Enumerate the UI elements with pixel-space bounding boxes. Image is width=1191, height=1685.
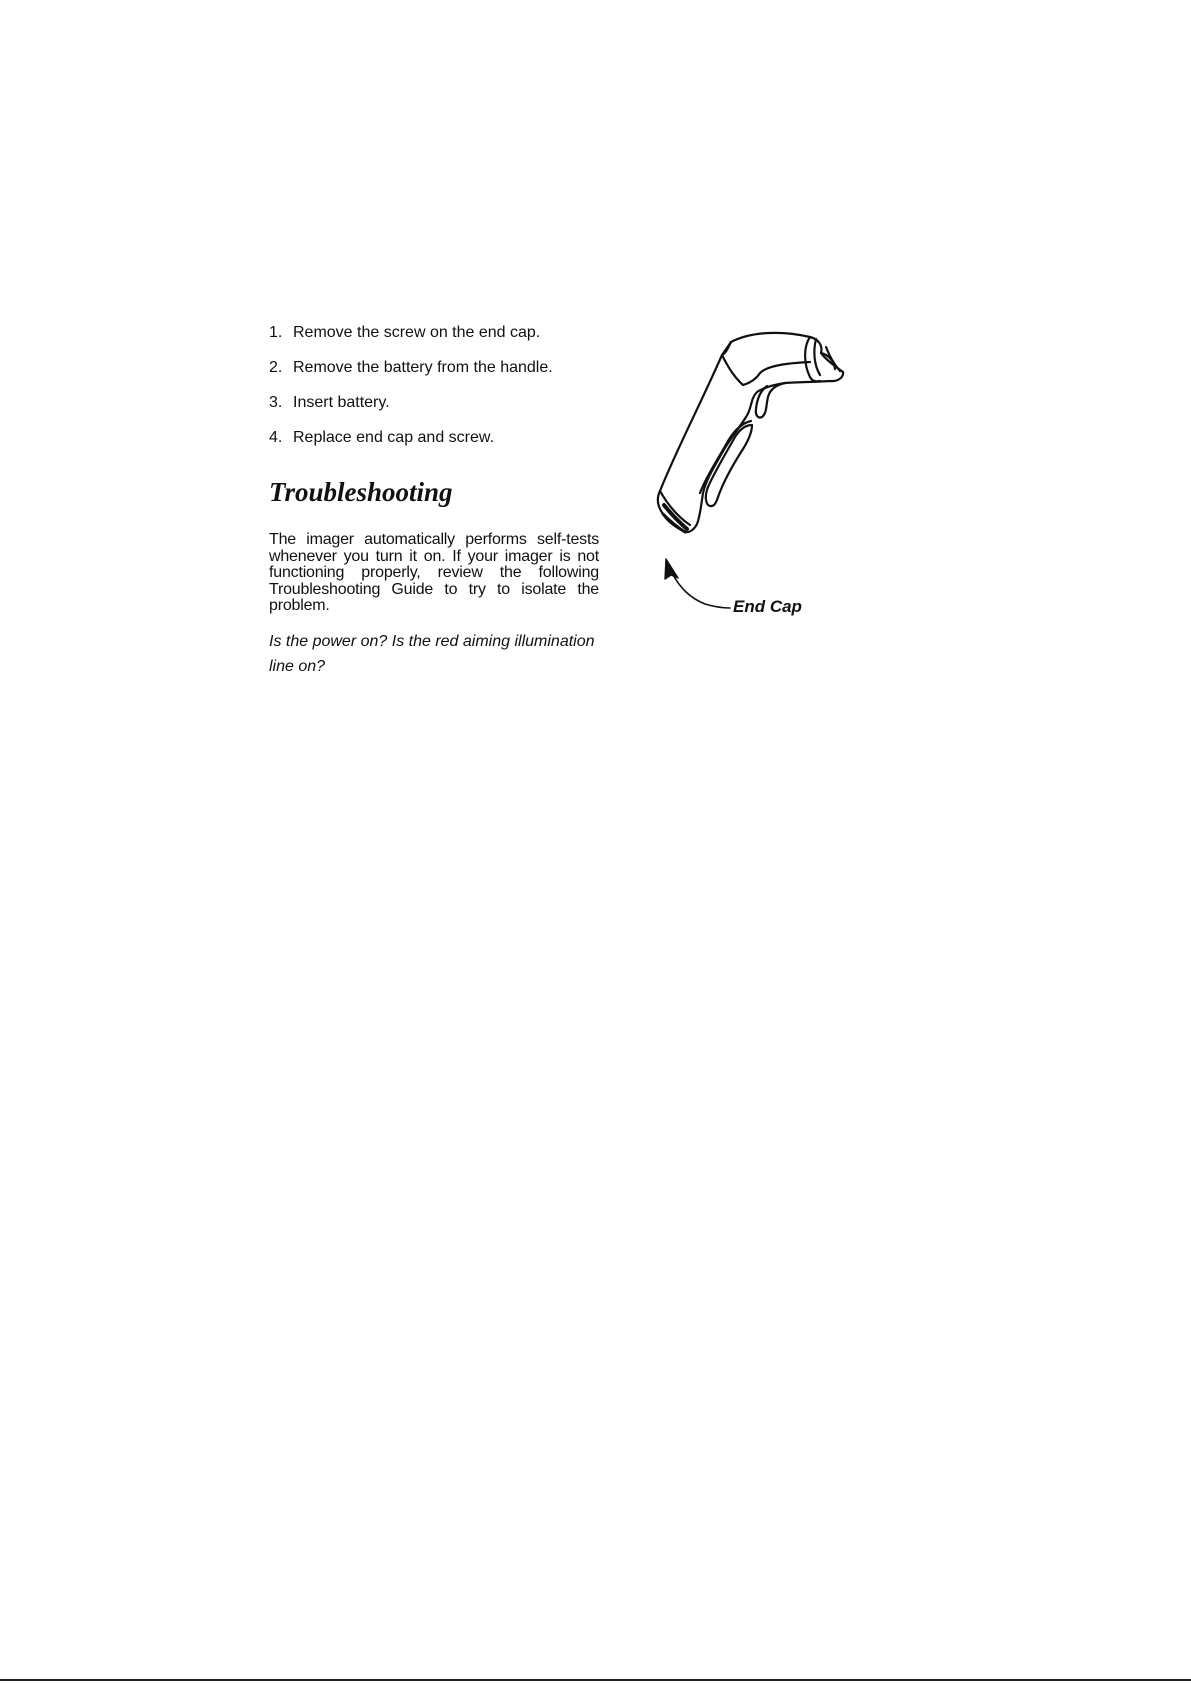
- battery-steps-list: [269, 323, 609, 463]
- imager-figure: [630, 325, 900, 635]
- imager-window-band: [805, 337, 820, 381]
- end-cap-callout-label: End Cap: [733, 597, 802, 616]
- troubleshooting-heading: Troubleshooting: [269, 477, 453, 507]
- step-text: Remove the screw on the end cap.: [293, 324, 541, 341]
- callout-arrow-line: [672, 573, 730, 608]
- step-item: [269, 428, 609, 447]
- troubleshooting-question: Is the power on? Is the red aiming illumination line on?: [269, 633, 595, 675]
- step-text: Insert battery.: [293, 394, 390, 411]
- step-number: 2.: [269, 359, 283, 376]
- step-text: Remove the battery from the handle.: [293, 359, 553, 376]
- callout-arrow-head: [665, 559, 678, 579]
- troubleshooting-intro: The imager automatically performs self-tests whenever you turn it on. If your imager is not functioning properly, review the following Troubleshooting Guide to try to isolate the problem.: [269, 531, 599, 614]
- page-bottom-rule: [0, 1679, 1191, 1681]
- step-number: 1.: [269, 324, 283, 341]
- handheld-imager-icon: [630, 325, 900, 635]
- step-text: Replace end cap and screw.: [293, 429, 495, 446]
- step-item: [269, 393, 609, 412]
- imager-head-inner: [722, 355, 810, 385]
- step-item: [269, 323, 609, 342]
- imager-top-line: [722, 342, 731, 355]
- step-item: [269, 358, 609, 377]
- imager-trigger: [756, 383, 785, 418]
- step-number: 3.: [269, 394, 283, 411]
- step-number: 4.: [269, 429, 283, 446]
